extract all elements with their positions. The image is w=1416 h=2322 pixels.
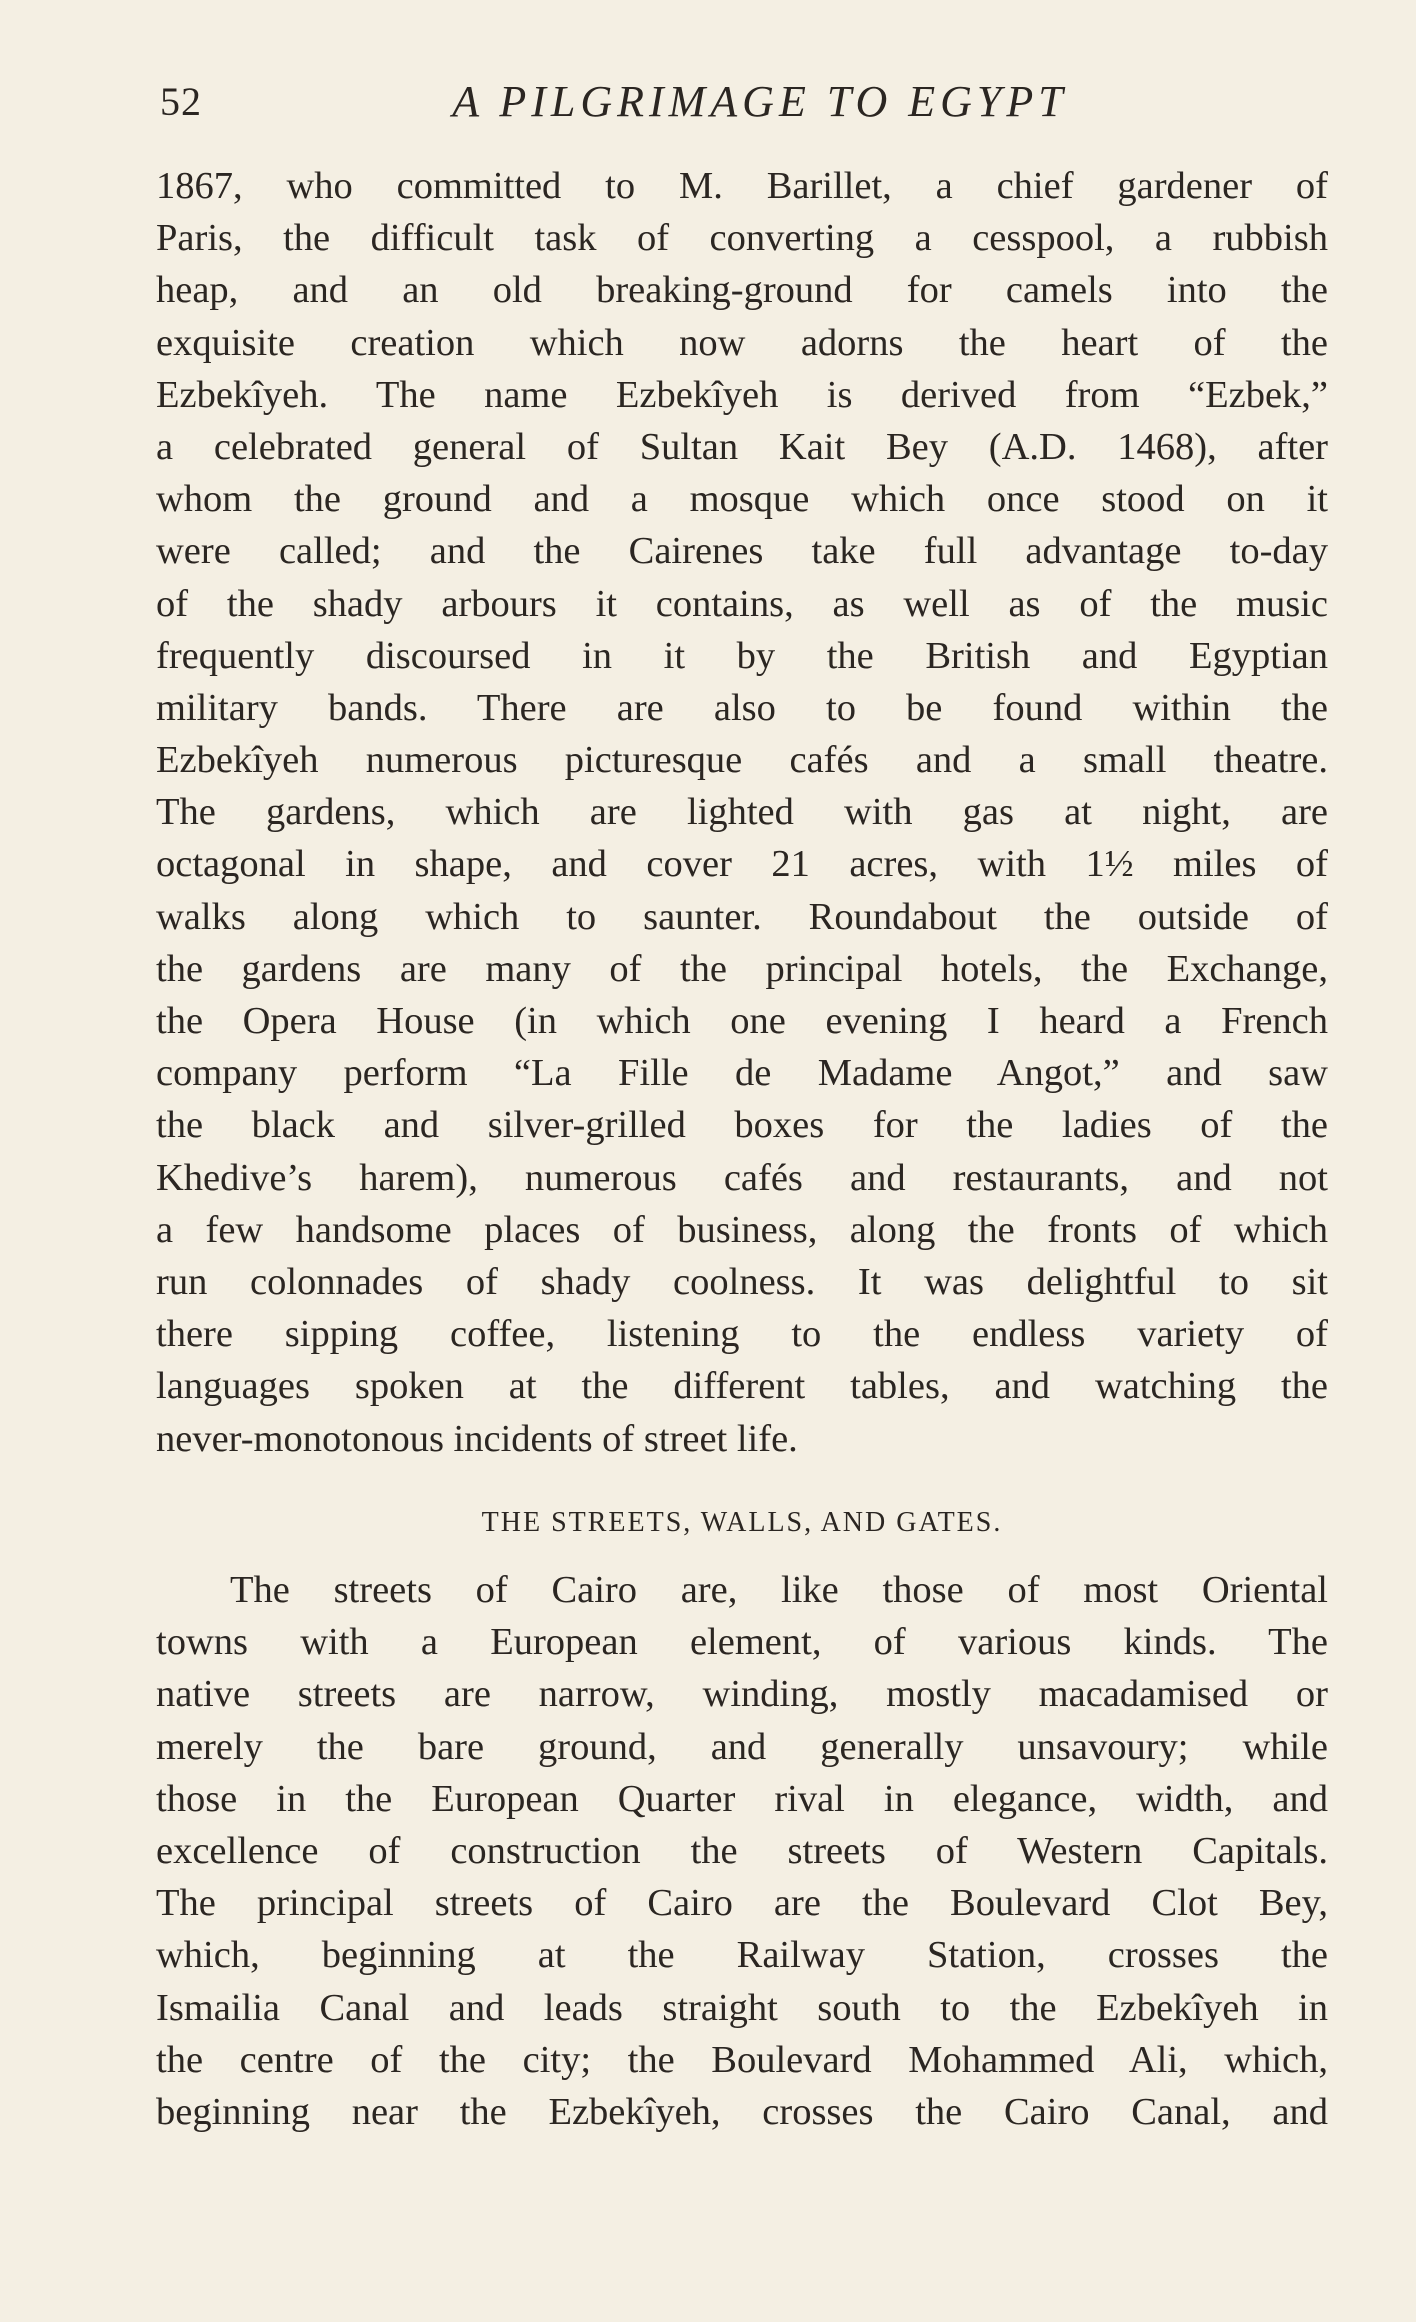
text-line: a few handsome places of business, along the fronts of which bbox=[156, 1208, 1328, 1251]
page-number: 52 bbox=[160, 79, 202, 124]
section-heading: THE STREETS, WALLS, AND GATES. bbox=[481, 1507, 1003, 1538]
text-line: whom the ground and a mosque which once stood on it bbox=[156, 478, 1328, 521]
text-line: Ezbekîyeh. The name Ezbekîyeh is derived from “Ezbek,” bbox=[156, 373, 1328, 416]
text-line: frequently discoursed in it by the British and Egyptian bbox=[156, 634, 1328, 677]
text-line: The streets of Cairo are, like those of most Oriental bbox=[230, 1569, 1328, 1611]
paragraph-2 bbox=[156, 1564, 1328, 2138]
text-line: never-monotonous incidents of street life. bbox=[156, 1417, 798, 1460]
text-line: Ismailia Canal and leads straight south to the Ezbekîyeh in bbox=[156, 1986, 1328, 2029]
running-title: A PILGRIMAGE TO EGYPT bbox=[452, 77, 1068, 126]
text-line: Khedive’s harem), numerous cafés and restaurants, and not bbox=[156, 1156, 1328, 1199]
text-line: there sipping coffee, listening to the endless variety of bbox=[156, 1313, 1328, 1356]
text-line: octagonal in shape, and cover 21 acres, with 1½ miles of bbox=[156, 843, 1328, 886]
text-line: exquisite creation which now adorns the heart of the bbox=[156, 321, 1328, 364]
text-line: native streets are narrow, winding, mostly macadamised or bbox=[156, 1673, 1328, 1716]
text-line: beginning near the Ezbekîyeh, crosses the Cairo Canal, and bbox=[156, 2090, 1328, 2133]
running-head bbox=[160, 72, 1320, 132]
text-line: a celebrated general of Sultan Kait Bey (A.D. 1468), after bbox=[156, 425, 1328, 468]
text-line: towns with a European element, of various kinds. The bbox=[156, 1621, 1328, 1664]
text-line: excellence of construction the streets of Western Capitals. bbox=[156, 1829, 1328, 1872]
text-line: heap, and an old breaking-ground for camels into the bbox=[156, 269, 1328, 312]
text-line: merely the bare ground, and generally unsavoury; while bbox=[156, 1725, 1328, 1768]
text-line: Ezbekîyeh numerous picturesque cafés and a small theatre. bbox=[156, 739, 1328, 782]
text-line: of the shady arbours it contains, as well as of the music bbox=[156, 582, 1328, 625]
text-line: walks along which to saunter. Roundabout the outside of bbox=[156, 895, 1328, 938]
text-line: 1867, who committed to M. Barillet, a chief gardener of bbox=[156, 165, 1328, 207]
text-line: The gardens, which are lighted with gas at night, are bbox=[156, 791, 1328, 834]
text-line: run colonnades of shady coolness. It was delightful to sit bbox=[156, 1260, 1328, 1303]
text-line: The principal streets of Cairo are the Boulevard Clot Bey, bbox=[156, 1882, 1328, 1925]
text-line: Paris, the difficult task of converting a cesspool, a rubbish bbox=[156, 217, 1328, 260]
text-line: which, beginning at the Railway Station, crosses the bbox=[156, 1934, 1328, 1977]
text-line: the gardens are many of the principal hotels, the Exchange, bbox=[156, 947, 1328, 990]
text-line: the centre of the city; the Boulevard Mohammed Ali, which, bbox=[156, 2038, 1328, 2081]
text-line: military bands. There are also to be found within the bbox=[156, 686, 1328, 729]
text-line: company perform “La Fille de Madame Angot,” and saw bbox=[156, 1052, 1328, 1095]
text-line: were called; and the Cairenes take full advantage to-day bbox=[156, 530, 1328, 573]
text-line: the Opera House (in which one evening I heard a French bbox=[156, 1000, 1328, 1042]
paragraph-1 bbox=[156, 160, 1328, 1465]
text-line: those in the European Quarter rival in elegance, width, and bbox=[156, 1777, 1328, 1820]
text-line: the black and silver-grilled boxes for the ladies of the bbox=[156, 1104, 1328, 1147]
text-line: languages spoken at the different tables, and watching the bbox=[156, 1365, 1328, 1408]
